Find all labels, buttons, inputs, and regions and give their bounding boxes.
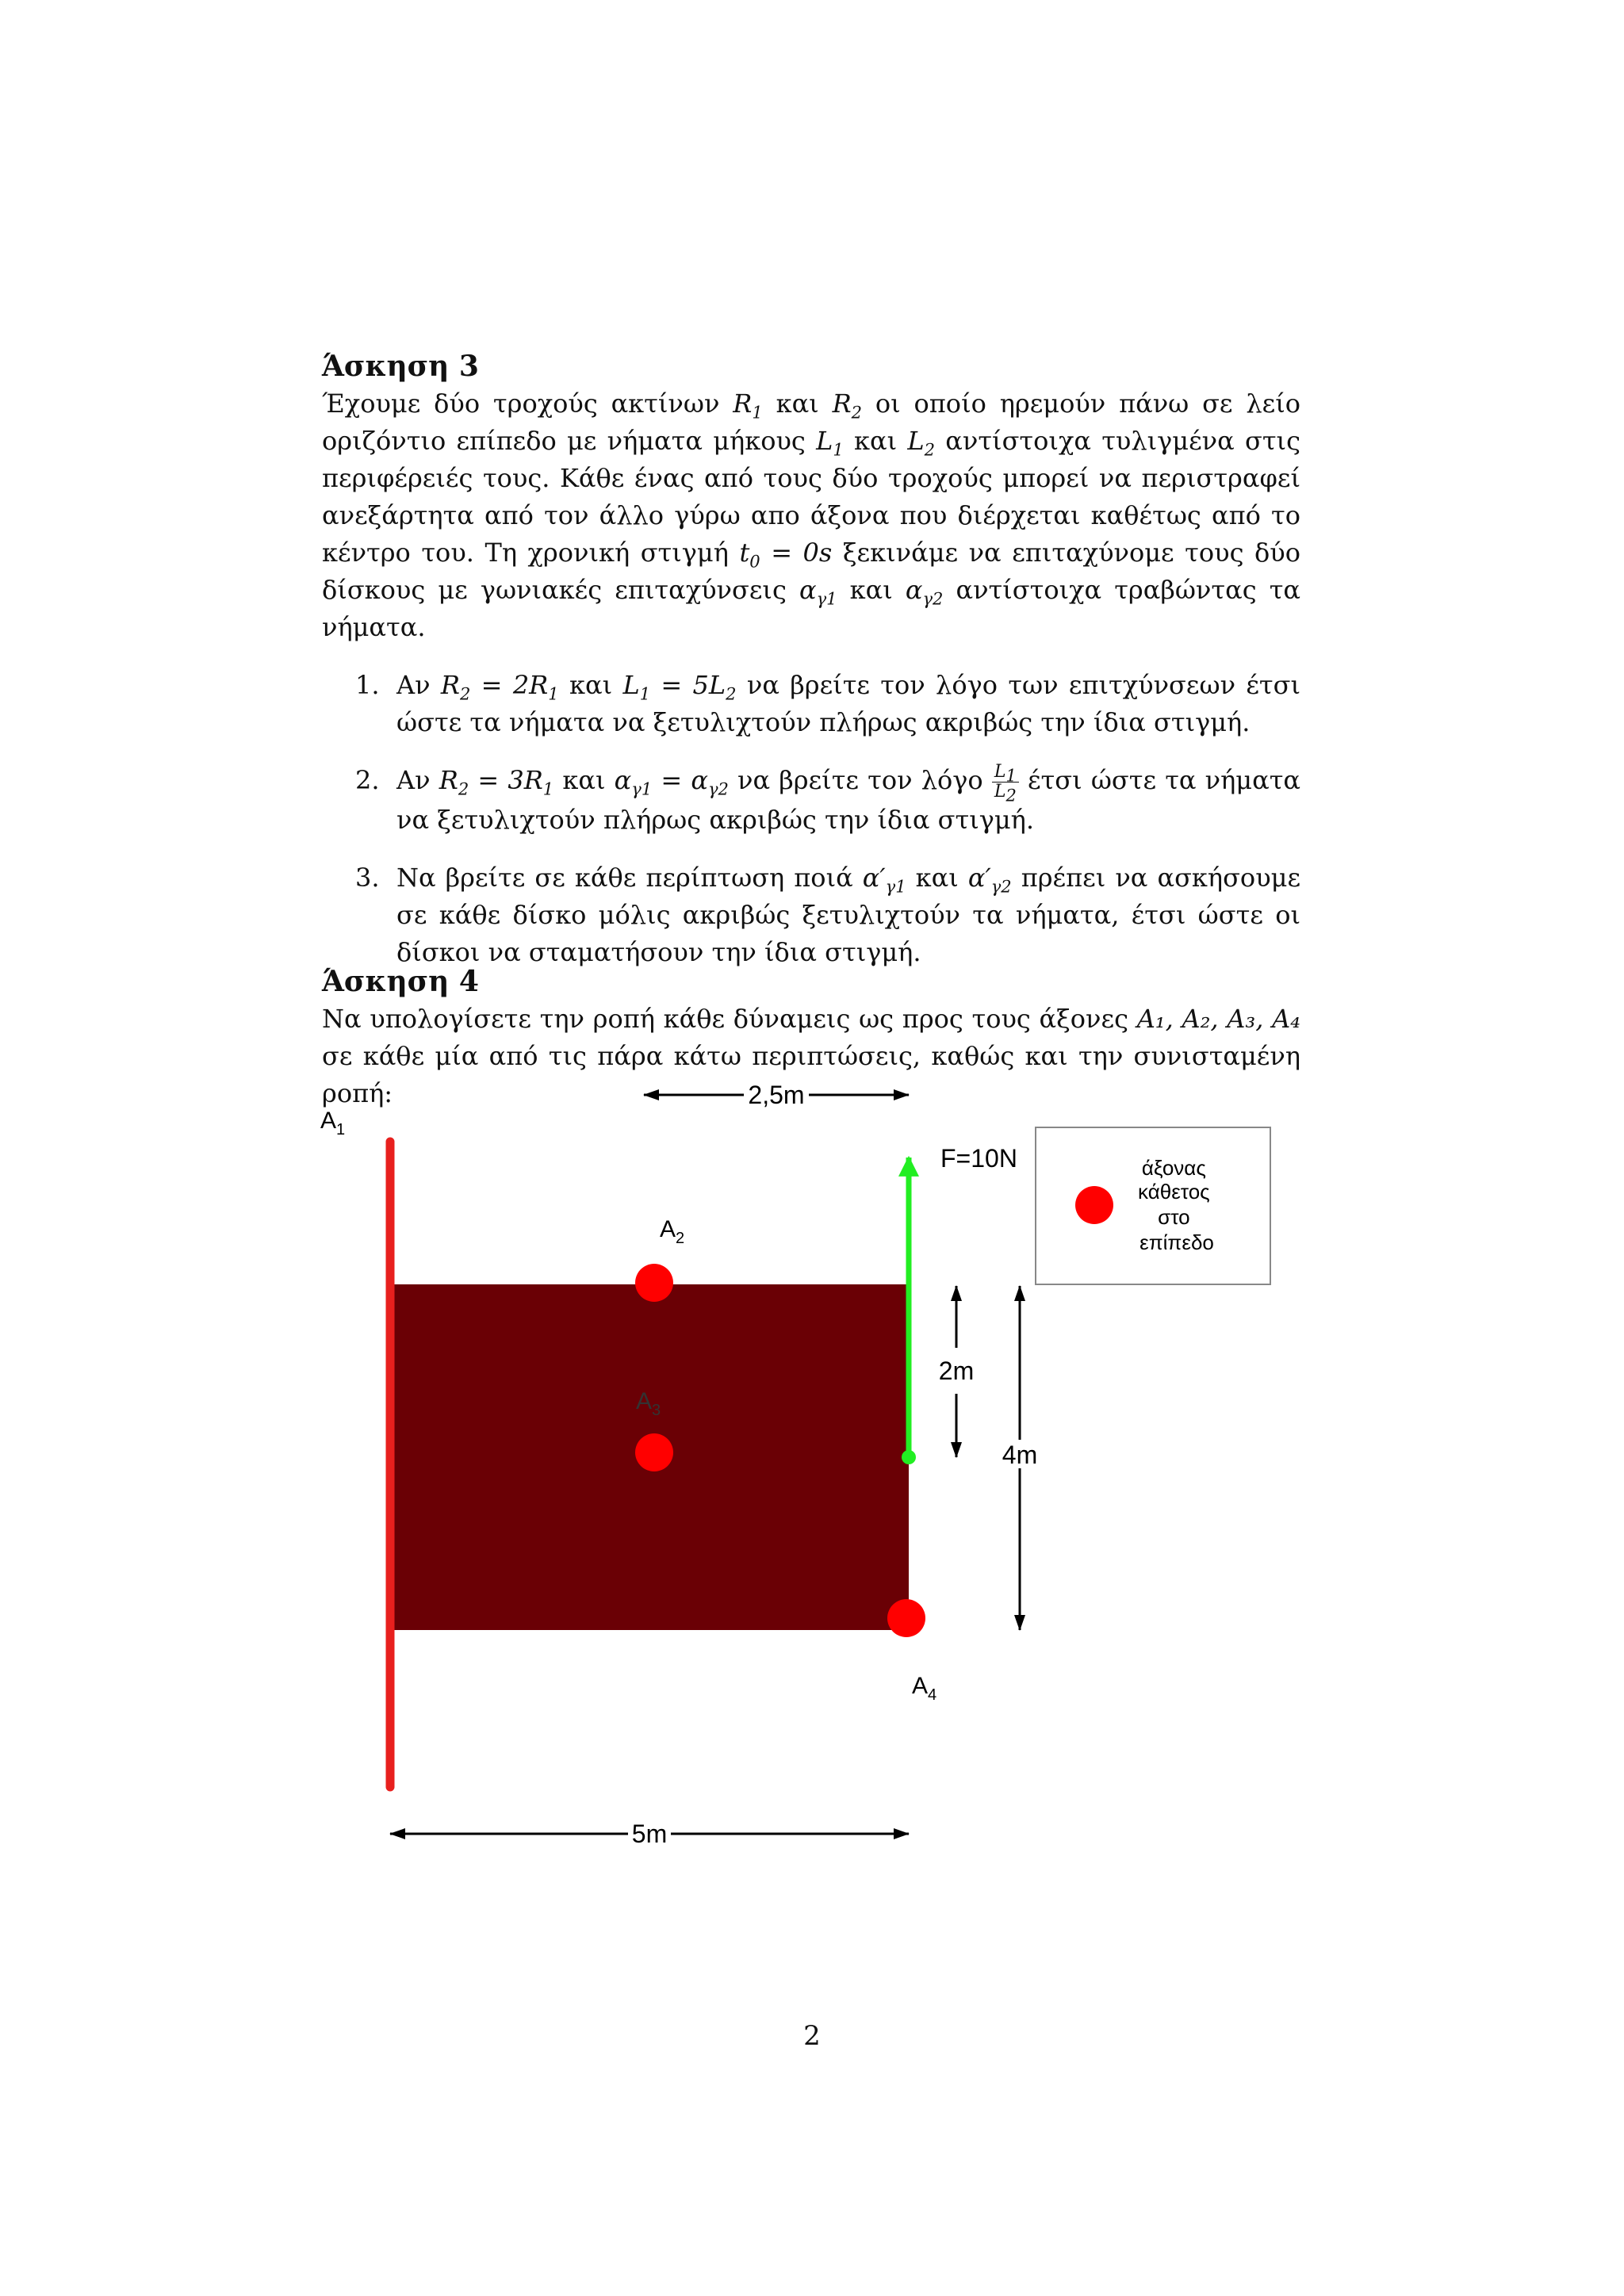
exercise-3-intro: Έχουμε δύο τροχούς ακτίνων $R_1$ και $R_2$ οι οποίο ηρεμούν πάνω σε λείο οριζόντιο επίπεδο με νήματα μήκους $L_1$ και $L_2$ αντίστοιχα τυλιγμένα στις περιφέρειές τους. Κάθε ένας από τους δύο τροχούς μπορεί να περιστραφεί ανεξάρτητα από τον άλλο γύρω απο άξονα που διέρχεται καθέτως από το κέντρο του. Τη χρονική στιγμή $t_0 = 0s$ ξεκινάμε να επιταχύνομε τους δύο δίσκους με γωνιακές επιταχύνσεις $\alpha_{\gamma 1}$ και $\alpha_{\gamma 2}$ αντίστοιχα τραβώντας τα νήματα.	[322, 388, 1301, 642]
legend-box	[1036, 1127, 1270, 1284]
dimension-2m-label: 2m	[938, 1357, 975, 1385]
math-l2: $L_2$	[907, 426, 936, 460]
label-a3: $A_3$	[636, 1388, 661, 1419]
force-label: F=10N	[940, 1144, 1017, 1173]
fraction-l1-l2: $\frac{L_1}{L_2}$	[992, 763, 1019, 802]
label-a4: $A_4$	[912, 1673, 937, 1704]
list-item: 2. Αν $R_2 = 3R_1$ και $\alpha_{\gamma 1} = \alpha_{\gamma 2}$ να βρείτε τον λόγο $\frac{L_1}{L_2}$ έτσι ώστε τα νήματα να ξετυλιχτούν πλήρως ακριβώς την ίδια στιγμή.	[355, 762, 1301, 835]
exercise-4-text: Να υπολογίσετε την ροπή κάθε δύναμεις ως προς τους άξονες A₁, A₂, A₃, A₄ σε κάθε μία από τις πάρα κάτω περιπτώσεις, καθώς και την συνισταμένη ροπή:	[322, 1004, 1301, 1108]
exercise-3-title: Άσκηση 3	[322, 350, 479, 383]
exercise-4-title: Άσκηση 4	[322, 965, 479, 998]
math-alpha2: $\alpha_{\gamma 2}$	[905, 575, 944, 609]
label-a1: $A_1$	[320, 1108, 346, 1138]
axis-a2-dot	[635, 1264, 673, 1302]
math-alpha1: $\alpha_{\gamma 1}$	[799, 575, 837, 609]
dimension-bottom-label: 5m	[631, 1820, 668, 1848]
label-a2: $A_2$	[660, 1216, 685, 1247]
dimension-top-label: 2,5m	[748, 1081, 805, 1109]
list-item: 1. Αν $R_2 = 2R_1$ και $L_1 = 5L_2$ να βρείτε τον λόγο των επιτχύνσεων έτσι ώστε τα νήματα να ξετυλιχτούν πλήρως ακριβώς την ίδια στιγμή.	[355, 670, 1301, 737]
math-t0: $t_0 = 0s$	[739, 538, 833, 572]
axis-a3-dot	[635, 1433, 673, 1471]
dimension-4m-label: 4m	[1002, 1441, 1038, 1469]
math-r2: $R_2$	[832, 388, 863, 423]
force-application-point	[902, 1450, 916, 1464]
legend-text: άξονας κάθετος στο επίπεδο	[1138, 1156, 1214, 1254]
axis-a4-dot	[887, 1599, 925, 1637]
page-number: 2	[803, 2020, 821, 2052]
math-l1: $L_1$	[816, 426, 844, 460]
math-r1: $R_1$	[733, 388, 763, 423]
list-item: 3. Να βρείτε σε κάθε περίπτωση ποιά $\alpha'_{\gamma 1}$ και $\alpha'_{\gamma 2}$ πρέπει να ασκήσουμε σε κάθε δίσκο μόλις ακριβώς ξετυλιχτούν τα νήματα, έτσι ώστε οι δίσκοι να σταματήσουν την ίδια στιγμή.	[355, 863, 1301, 967]
legend-axis-dot	[1075, 1186, 1113, 1224]
